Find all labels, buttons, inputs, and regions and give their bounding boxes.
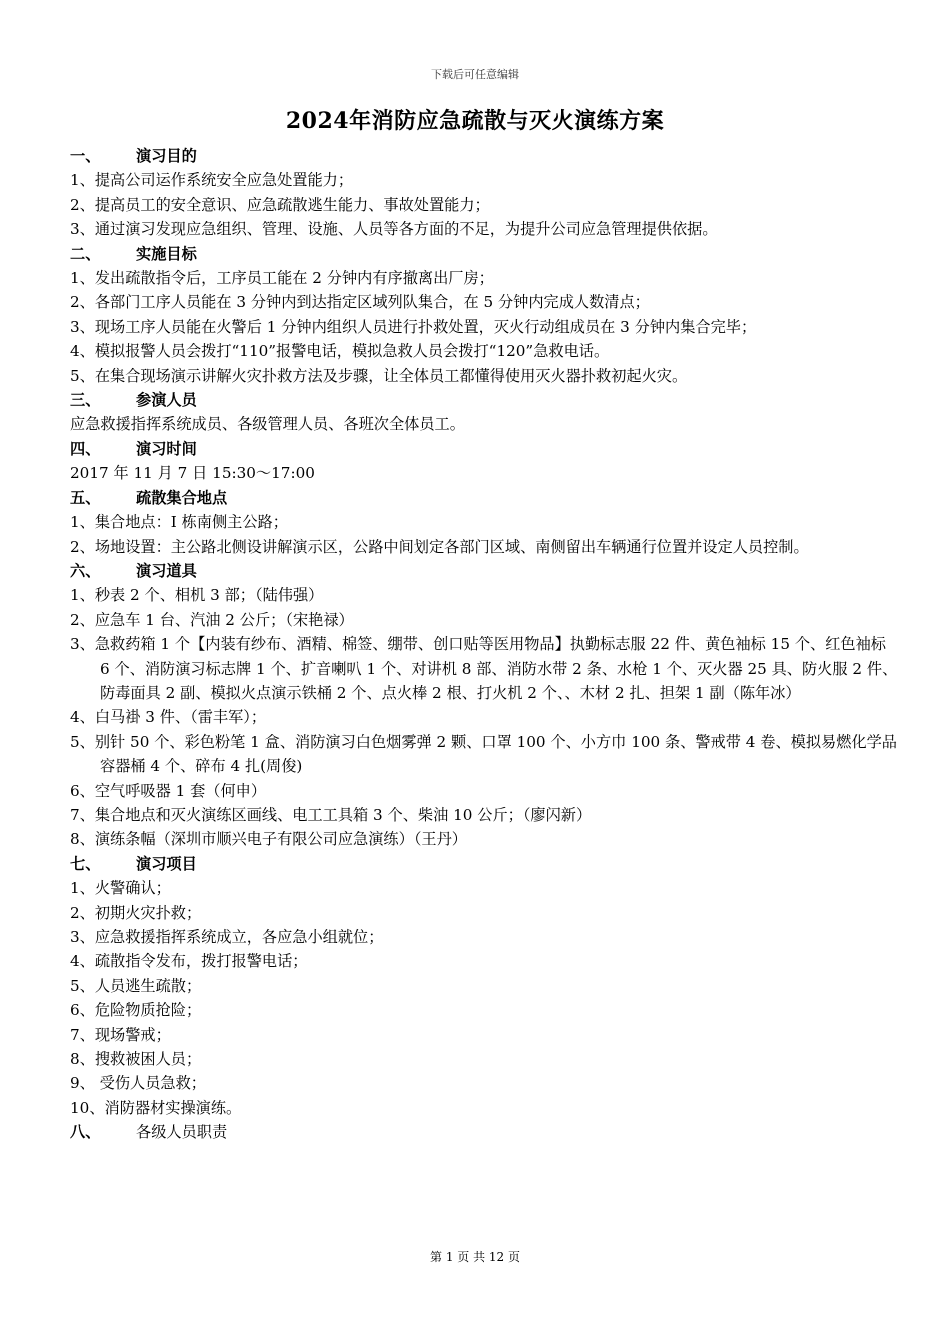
list-item: 6、空气呼吸器 1 套（何申） bbox=[70, 781, 267, 800]
list-item: 2、应急车 1 台、汽油 2 公斤；（宋艳禄） bbox=[70, 610, 354, 629]
section-label: 演习道具 bbox=[136, 561, 197, 580]
list-item: 10、消防器材实操演练。 bbox=[70, 1098, 242, 1117]
header-note: 下载后可任意编辑 bbox=[431, 68, 519, 81]
list-item: 8、搜救被困人员； bbox=[70, 1050, 202, 1069]
section-label: 演习时间 bbox=[136, 439, 197, 458]
list-item: 1、火警确认； bbox=[70, 879, 171, 898]
section-heading bbox=[70, 437, 900, 461]
list-item: 5、别针 50 个、彩色粉笔 1 盒、消防演习白色烟雾弹 2 颗、口罩 100 个、小方巾 100 条、警戒带 4 卷、模拟易燃化学品容器桶 4 个、碎布 4 扎(周俊) bbox=[70, 732, 897, 776]
section-heading bbox=[70, 852, 900, 876]
section-heading bbox=[70, 144, 900, 168]
section-heading bbox=[70, 242, 900, 266]
list-item: 3、急救药箱 1 个【内装有纱布、酒精、棉签、绷带、创口贴等医用物品】执勤标志服 22 件、黄色袖标 15 个、红色袖标 6 个、消防演习标志牌 1 个、扩音喇叭 1 个、对讲机 8 部、消防水带 2 条、水枪 1 个、灭火器 25 具、防火服 2 件、防毒面具 2 副、模拟火点演示铁桶 2 个、点火棒 2 根、打火机 2 个、、木材 2 扎、担架 1 副（陈年冰） bbox=[70, 635, 898, 702]
section-heading bbox=[70, 559, 900, 583]
list-item: 5、人员逃生疏散； bbox=[70, 976, 202, 995]
list-item: 8、演练条幅（深圳市顺兴电子有限公司应急演练）（王丹） bbox=[70, 830, 467, 849]
list-item: 4、模拟报警人员会拨打“110”报警电话，模拟急救人员会拨打“120”急救电话。 bbox=[70, 342, 610, 361]
list-item: 5、在集合现场演示讲解火灾扑救方法及步骤，让全体员工都懂得使用灭火器扑救初起火灾。 bbox=[70, 366, 688, 385]
list-item: 3、现场工序人员能在火警后 1 分钟内组织人员进行扑救处置，灭火行动组成员在 3 分钟内集合完毕； bbox=[70, 317, 757, 336]
list-item: 3、应急救援指挥系统成立，各应急小组就位； bbox=[70, 928, 384, 946]
list-item: 6、危险物质抢险； bbox=[70, 1001, 202, 1020]
section-number: 三、 bbox=[70, 391, 101, 410]
list-item: 2、提高员工的安全意识、应急疏散逃生能力、事故处置能力； bbox=[70, 195, 490, 214]
list-item: 4、白马褂 3 件、（雷丰军）； bbox=[70, 708, 267, 727]
section-heading bbox=[70, 486, 900, 510]
section-number: 六、 bbox=[70, 561, 101, 580]
list-item: 7、现场警戒； bbox=[70, 1025, 171, 1044]
section-label: 演习项目 bbox=[136, 854, 197, 873]
section-label: 各级人员职责 bbox=[136, 1123, 228, 1142]
list-item: 1、集合地点：I 栋南侧主公路； bbox=[70, 513, 288, 532]
section-label: 实施目标 bbox=[136, 244, 197, 263]
list-item: 2017 年 11 月 7 日 15:30～17:00 bbox=[70, 464, 315, 483]
section-number: 七、 bbox=[70, 854, 101, 873]
document-title: 2024年消防应急疏散与灭火演练方案 bbox=[285, 108, 665, 134]
list-item: 2、各部门工序人员能在 3 分钟内到达指定区域列队集合，在 5 分钟内完成人数清点； bbox=[70, 293, 650, 312]
list-item: 1、秒表 2 个、相机 3 部；（陆伟强） bbox=[70, 586, 324, 605]
list-item: 3、通过演习发现应急组织、管理、设施、人员等各方面的不足，为提升公司应急管理提供依据。 bbox=[70, 220, 718, 239]
list-item: 1、提高公司运作系统安全应急处置能力； bbox=[70, 171, 354, 190]
list-item: 2、初期火灾扑救； bbox=[70, 903, 202, 922]
section-number: 一、 bbox=[70, 147, 101, 165]
list-item: 1、发出疏散指令后，工序员工能在 2 分钟内有序撤离出厂房； bbox=[70, 269, 494, 288]
section-heading bbox=[70, 388, 900, 412]
list-item: 应急救援指挥系统成员、各级管理人员、各班次全体员工。 bbox=[70, 415, 465, 434]
page-footer: 第 1 页 共 12 页 bbox=[430, 1250, 520, 1264]
section-number: 四、 bbox=[70, 439, 101, 458]
section-label: 演习目的 bbox=[136, 147, 197, 165]
list-item: 9、 受伤人员急救； bbox=[70, 1074, 206, 1093]
list-item: 4、疏散指令发布，拨打报警电话； bbox=[70, 952, 308, 971]
section-number: 二、 bbox=[70, 244, 101, 263]
section-number: 五、 bbox=[70, 488, 101, 507]
section-label: 参演人员 bbox=[136, 391, 197, 410]
section-label: 疏散集合地点 bbox=[136, 488, 228, 507]
document-body bbox=[70, 144, 900, 1145]
section-number: 八、 bbox=[70, 1123, 101, 1142]
list-item: 2、场地设置：主公路北侧设讲解演示区，公路中间划定各部门区域、南侧留出车辆通行位置并设定人员控制。 bbox=[70, 537, 809, 556]
section-heading bbox=[70, 1120, 900, 1144]
list-item: 7、集合地点和灭火演练区画线、电工工具箱 3 个、柴油 10 公斤；（廖闪新） bbox=[70, 805, 592, 824]
